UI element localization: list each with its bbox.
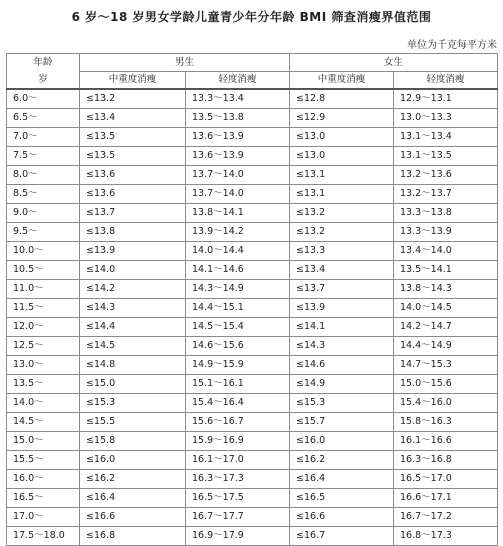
female-mild-cell: 14.4～14.9 (394, 337, 498, 356)
female-severe-cell: ≤16.5 (290, 489, 394, 508)
table-row (7, 451, 498, 470)
female-header: 女生 (290, 54, 498, 72)
male-severe-cell: ≤13.6 (80, 185, 186, 204)
male-severe-cell: ≤13.6 (80, 166, 186, 185)
age-cell: 7.5～ (7, 147, 80, 166)
table-row (7, 280, 498, 299)
male-mild-cell: 15.4～16.4 (186, 394, 290, 413)
female-severe-cell: ≤13.0 (290, 147, 394, 166)
male-severe-cell: ≤13.9 (80, 242, 186, 261)
age-cell: 6.5～ (7, 109, 80, 128)
female-severe-cell: ≤15.7 (290, 413, 394, 432)
female-mild-cell: 13.1～13.5 (394, 147, 498, 166)
female-severe-cell: ≤12.8 (290, 89, 394, 109)
female-severe-cell: ≤14.9 (290, 375, 394, 394)
female-mild-cell: 14.7～15.3 (394, 356, 498, 375)
female-severe-cell: ≤16.2 (290, 451, 394, 470)
age-cell: 17.5～18.0 (7, 527, 80, 546)
female-mild-cell: 12.9～13.1 (394, 89, 498, 109)
age-cell: 9.0～ (7, 204, 80, 223)
age-header (7, 54, 80, 90)
female-severe-cell: ≤14.1 (290, 318, 394, 337)
male-mild-cell: 14.3～14.9 (186, 280, 290, 299)
female-severe-cell: ≤16.6 (290, 508, 394, 527)
age-cell: 15.0～ (7, 432, 80, 451)
female-mild-cell: 16.7～17.2 (394, 508, 498, 527)
age-header-line1: 年龄 (33, 57, 53, 68)
female-severe-cell: ≤15.3 (290, 394, 394, 413)
table-row (7, 204, 498, 223)
male-mild-header: 轻度消瘦 (186, 72, 290, 90)
male-severe-header: 中重度消瘦 (80, 72, 186, 90)
female-mild-cell: 13.3～13.8 (394, 204, 498, 223)
female-mild-cell: 13.0～13.3 (394, 109, 498, 128)
age-cell: 8.5～ (7, 185, 80, 204)
male-severe-cell: ≤15.5 (80, 413, 186, 432)
male-severe-cell: ≤15.0 (80, 375, 186, 394)
age-cell: 11.5～ (7, 299, 80, 318)
female-mild-cell: 16.6～17.1 (394, 489, 498, 508)
table-row (7, 432, 498, 451)
table-row (7, 394, 498, 413)
male-severe-cell: ≤14.2 (80, 280, 186, 299)
male-mild-cell: 13.9～14.2 (186, 223, 290, 242)
male-mild-cell: 14.1～14.6 (186, 261, 290, 280)
header-row-sub (7, 72, 498, 90)
age-cell: 16.0～ (7, 470, 80, 489)
table-row (7, 337, 498, 356)
table-row (7, 109, 498, 128)
table-row (7, 242, 498, 261)
male-severe-cell: ≤13.8 (80, 223, 186, 242)
female-severe-cell: ≤13.1 (290, 166, 394, 185)
age-cell: 6.0～ (7, 89, 80, 109)
female-mild-cell: 13.2～13.6 (394, 166, 498, 185)
male-mild-cell: 14.0～14.4 (186, 242, 290, 261)
female-mild-cell: 13.5～14.1 (394, 261, 498, 280)
male-mild-cell: 16.5～17.5 (186, 489, 290, 508)
male-mild-cell: 13.7～14.0 (186, 185, 290, 204)
male-severe-cell: ≤14.5 (80, 337, 186, 356)
female-severe-cell: ≤13.2 (290, 204, 394, 223)
age-cell: 17.0～ (7, 508, 80, 527)
unit-note: 单位为千克每平方米 (407, 40, 497, 51)
table-header (7, 54, 498, 90)
age-cell: 13.0～ (7, 356, 80, 375)
age-cell: 10.5～ (7, 261, 80, 280)
male-mild-cell: 13.3～13.4 (186, 89, 290, 109)
male-severe-cell: ≤16.0 (80, 451, 186, 470)
male-severe-cell: ≤13.5 (80, 147, 186, 166)
female-severe-cell: ≤13.7 (290, 280, 394, 299)
table-row (7, 185, 498, 204)
female-severe-cell: ≤16.0 (290, 432, 394, 451)
female-severe-cell: ≤12.9 (290, 109, 394, 128)
male-mild-cell: 13.5～13.8 (186, 109, 290, 128)
male-severe-cell: ≤15.8 (80, 432, 186, 451)
female-mild-cell: 15.8～16.3 (394, 413, 498, 432)
male-mild-cell: 14.5～15.4 (186, 318, 290, 337)
male-severe-cell: ≤13.4 (80, 109, 186, 128)
age-cell: 11.0～ (7, 280, 80, 299)
male-severe-cell: ≤14.0 (80, 261, 186, 280)
male-severe-cell: ≤13.7 (80, 204, 186, 223)
age-cell: 12.0～ (7, 318, 80, 337)
male-severe-cell: ≤16.6 (80, 508, 186, 527)
male-severe-cell: ≤14.8 (80, 356, 186, 375)
table-row (7, 223, 498, 242)
table-row (7, 508, 498, 527)
table-row (7, 318, 498, 337)
male-mild-cell: 14.9～15.9 (186, 356, 290, 375)
male-mild-cell: 15.9～16.9 (186, 432, 290, 451)
female-severe-cell: ≤13.9 (290, 299, 394, 318)
male-mild-cell: 13.8～14.1 (186, 204, 290, 223)
female-mild-cell: 14.0～14.5 (394, 299, 498, 318)
female-mild-cell: 13.4～14.0 (394, 242, 498, 261)
table-row (7, 356, 498, 375)
age-cell: 7.0～ (7, 128, 80, 147)
male-mild-cell: 13.6～13.9 (186, 147, 290, 166)
table-row (7, 89, 498, 109)
female-severe-cell: ≤13.2 (290, 223, 394, 242)
male-mild-cell: 16.1～17.0 (186, 451, 290, 470)
male-severe-cell: ≤13.5 (80, 128, 186, 147)
male-severe-cell: ≤16.8 (80, 527, 186, 546)
female-mild-cell: 15.4～16.0 (394, 394, 498, 413)
document-title: 6 岁～18 岁男女学龄儿童青少年分年龄 BMI 筛查消瘦界值范围 (71, 10, 432, 24)
female-severe-cell: ≤13.0 (290, 128, 394, 147)
female-mild-cell: 13.2～13.7 (394, 185, 498, 204)
female-severe-cell: ≤13.3 (290, 242, 394, 261)
age-header-line2: 岁 (38, 74, 48, 85)
age-cell: 9.5～ (7, 223, 80, 242)
male-mild-cell: 16.3～17.3 (186, 470, 290, 489)
male-mild-cell: 13.6～13.9 (186, 128, 290, 147)
male-severe-cell: ≤14.3 (80, 299, 186, 318)
age-cell: 14.5～ (7, 413, 80, 432)
male-severe-cell: ≤14.4 (80, 318, 186, 337)
table-row (7, 489, 498, 508)
male-header: 男生 (80, 54, 290, 72)
female-mild-cell: 14.2～14.7 (394, 318, 498, 337)
table-row (7, 299, 498, 318)
male-mild-cell: 15.6～16.7 (186, 413, 290, 432)
female-severe-cell: ≤16.4 (290, 470, 394, 489)
table-row (7, 470, 498, 489)
male-severe-cell: ≤16.4 (80, 489, 186, 508)
female-mild-cell: 15.0～15.6 (394, 375, 498, 394)
table-row (7, 413, 498, 432)
female-mild-cell: 16.3～16.8 (394, 451, 498, 470)
age-cell: 14.0～ (7, 394, 80, 413)
female-mild-cell: 13.3～13.9 (394, 223, 498, 242)
age-cell: 12.5～ (7, 337, 80, 356)
female-mild-cell: 13.1～13.4 (394, 128, 498, 147)
bmi-table (6, 53, 498, 546)
female-mild-cell: 16.5～17.0 (394, 470, 498, 489)
female-mild-header: 轻度消瘦 (394, 72, 498, 90)
age-cell: 8.0～ (7, 166, 80, 185)
female-mild-cell: 16.8～17.3 (394, 527, 498, 546)
female-severe-cell: ≤14.3 (290, 337, 394, 356)
table-row (7, 147, 498, 166)
header-row-top (7, 54, 498, 72)
table-row (7, 166, 498, 185)
male-mild-cell: 13.7～14.0 (186, 166, 290, 185)
female-severe-cell: ≤16.7 (290, 527, 394, 546)
male-mild-cell: 14.4～15.1 (186, 299, 290, 318)
male-mild-cell: 14.6～15.6 (186, 337, 290, 356)
age-cell: 15.5～ (7, 451, 80, 470)
female-mild-cell: 16.1～16.6 (394, 432, 498, 451)
male-mild-cell: 16.9～17.9 (186, 527, 290, 546)
age-cell: 16.5～ (7, 489, 80, 508)
male-severe-cell: ≤16.2 (80, 470, 186, 489)
table-body (7, 89, 498, 546)
female-severe-cell: ≤13.4 (290, 261, 394, 280)
male-severe-cell: ≤13.2 (80, 89, 186, 109)
table-row (7, 527, 498, 546)
male-mild-cell: 15.1～16.1 (186, 375, 290, 394)
table-row (7, 261, 498, 280)
age-cell: 13.5～ (7, 375, 80, 394)
female-mild-cell: 13.8～14.3 (394, 280, 498, 299)
age-cell: 10.0～ (7, 242, 80, 261)
table-row (7, 375, 498, 394)
table-row (7, 128, 498, 147)
male-mild-cell: 16.7～17.7 (186, 508, 290, 527)
female-severe-cell: ≤13.1 (290, 185, 394, 204)
female-severe-cell: ≤14.6 (290, 356, 394, 375)
female-severe-header: 中重度消瘦 (290, 72, 394, 90)
male-severe-cell: ≤15.3 (80, 394, 186, 413)
